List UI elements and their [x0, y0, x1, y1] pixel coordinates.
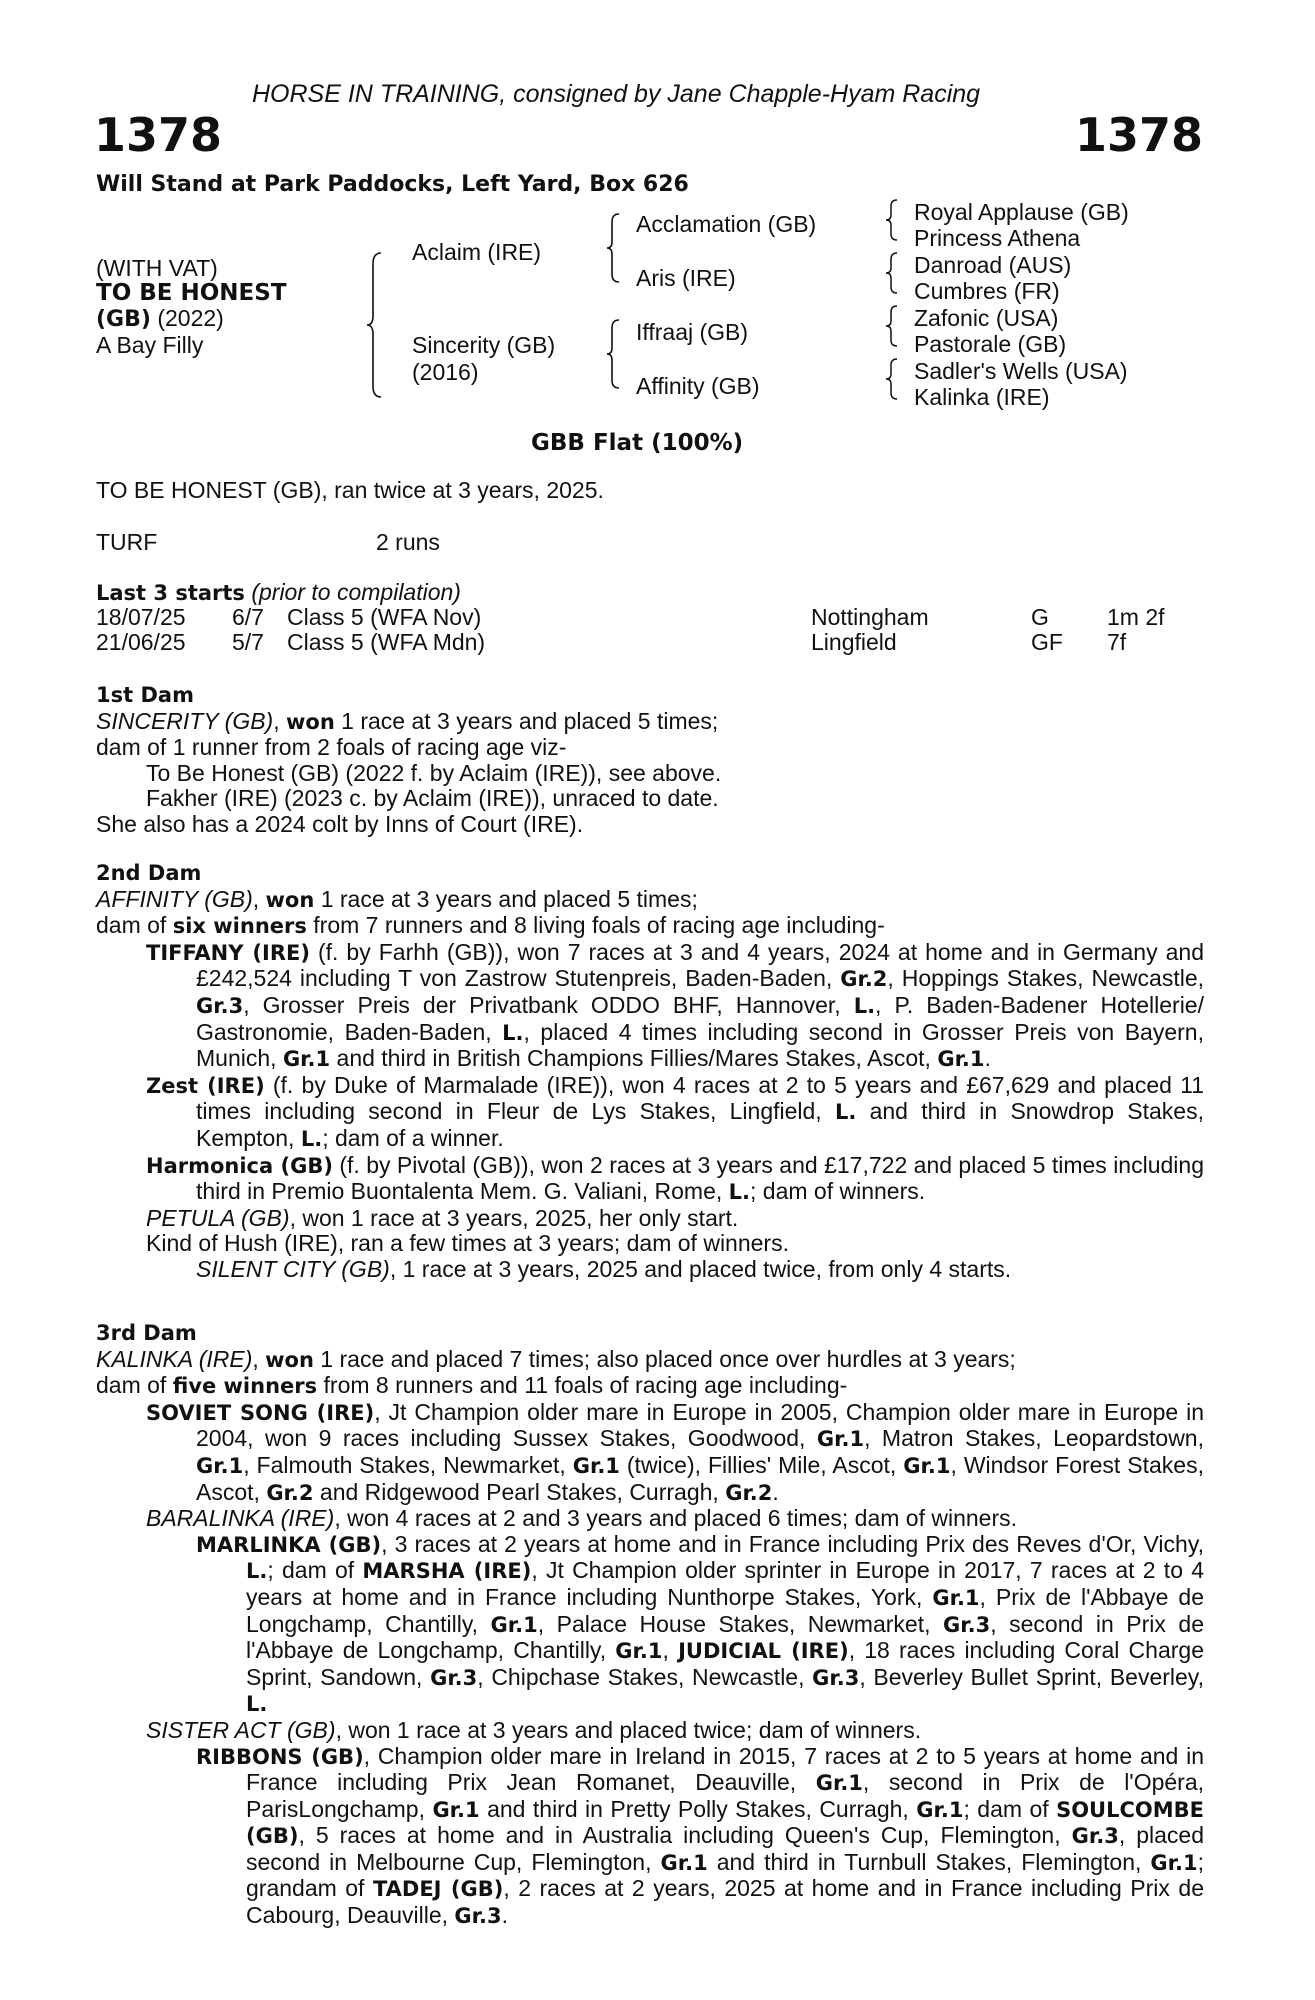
pedigree-brace-g3-1 [884, 198, 900, 242]
produce-entry-petula: PETULA (GB), won 1 race at 3 years, 2025, her only start. [146, 1204, 739, 1231]
vat-note: (WITH VAT) [96, 255, 218, 281]
dam-year: (2016) [412, 359, 479, 385]
pedigree-gen2-3: Iffraaj (GB) [636, 319, 749, 345]
start-course: Nottingham [811, 604, 929, 630]
produce-entry-baralinka: BARALINKA (IRE), won 4 races at 2 and 3 years and placed 6 times; dam of winners. [146, 1505, 1018, 1532]
pedigree-brace-g3-2 [884, 251, 900, 295]
third-dam-line: KALINKA (IRE), won 1 race and placed 7 times; also placed once over hurdles at 3 years; [96, 1345, 1016, 1372]
first-dam-section [96, 683, 1204, 838]
pedigree-gen3-4: Cumbres (FR) [914, 278, 1060, 304]
lot-number-right: 1378 [1075, 108, 1204, 162]
pedigree-gen2-2: Aris (IRE) [636, 265, 736, 291]
start-distance: 1m 2f [1107, 604, 1165, 630]
horse-description: A Bay Filly [96, 332, 204, 358]
pedigree-gen2-4: Affinity (GB) [636, 373, 760, 399]
start-going: GF [1031, 629, 1063, 655]
first-dam-title: 1st Dam [96, 683, 194, 707]
horse-country: (GB) [96, 307, 151, 332]
first-dam-produce-intro: dam of 1 runner from 2 foals of racing age viz- [96, 734, 567, 761]
start-date: 18/07/25 [96, 604, 186, 630]
third-dam-section [96, 1321, 1204, 1930]
produce-entry-silent-city: SILENT CITY (GB), 1 race at 3 years, 2025 and placed twice, from only 4 starts. [196, 1255, 1012, 1282]
produce-entry-zest: Zest (IRE) (f. by Duke of Marmalade (IRE)), won 4 races at 2 to 5 years and £67,629 and placed 11 times including second in Fleur de Lys Stakes, Lingfield, L. and third in Snowdrop Stakes, Kempton, L.; dam of a winner. [146, 1071, 1204, 1151]
turf-label: TURF [96, 529, 158, 555]
turf-runs: 2 runs [376, 529, 440, 555]
dam-name: Sincerity (GB) [412, 332, 556, 358]
pedigree-gen3-6: Pastorale (GB) [914, 331, 1067, 357]
second-dam-line: AFFINITY (GB), won 1 race at 3 years and placed 5 times; [96, 885, 698, 912]
third-dam-produce-intro: dam of five winners from 8 runners and 11 foals of racing age including- [96, 1372, 848, 1399]
produce-entry-marlinka: MARLINKA (GB), 3 races at 2 years at home and in France including Prix des Reves d'Or, Vichy, L.; dam of MARSHA (IRE), Jt Champion older sprinter in Europe in 2017, 7 races at 2 to 4 years at home and in France including Nunthorpe Stakes, York, Gr.1, Prix de l'Abbaye de Longchamp, Chantilly, Gr.1, Palace House Stakes, Newmarket, Gr.3, second in Prix de l'Abbaye de Longchamp, Chantilly, Gr.1, JUDICIAL (IRE), 18 races including Coral Charge Sprint, Sandown, Gr.3, Chipchase Stakes, Newcastle, Gr.3, Beverley Bullet Sprint, Beverley, L. [196, 1530, 1205, 1717]
last-starts-note: (prior to compilation) [251, 579, 461, 605]
produce-entry-soviet-song: SOVIET SONG (IRE), Jt Champion older mare in Europe in 2005, Champion older mare in Europe in 2004, won 9 races including Sussex Stakes, Goodwood, Gr.1, Matron Stakes, Leopardstown, Gr.1, Falmouth Stakes, Newmarket, Gr.1 (twice), Fillies' Mile, Ascot, Gr.1, Windsor Forest Stakes, Ascot, Gr.2 and Ridgewood Pearl Stakes, Curragh, Gr.2. [146, 1398, 1204, 1505]
pedigree-gen3-5: Zafonic (USA) [914, 305, 1059, 331]
pedigree-gen2-1: Acclamation (GB) [636, 211, 817, 237]
pedigree-brace-sire [605, 212, 623, 284]
first-dam-line: SINCERITY (GB), won 1 race at 3 years and placed 5 times; [96, 707, 719, 734]
pedigree-gen3-8: Kalinka (IRE) [914, 384, 1050, 410]
start-race: Class 5 (WFA Mdn) [287, 629, 486, 655]
last-starts-heading [96, 580, 461, 607]
horse-origin-year [96, 306, 224, 333]
start-race: Class 5 (WFA Nov) [287, 604, 482, 630]
stable-location: Will Stand at Park Paddocks, Left Yard, Box 626 [96, 172, 689, 197]
pedigree-brace-main [365, 250, 385, 400]
pedigree-gen3-7: Sadler's Wells (USA) [914, 358, 1128, 384]
start-date: 21/06/25 [96, 629, 186, 655]
start-position: 5/7 [232, 629, 264, 655]
pedigree-gen3-1: Royal Applause (GB) [914, 199, 1129, 225]
start-course: Lingfield [811, 629, 897, 655]
produce-entry-harmonica: Harmonica (GB) (f. by Pivotal (GB)), won 2 races at 3 years and £17,722 and placed 5 times including third in Premio Buontalenta Mem. G. Valiani, Rome, L.; dam of winners. [146, 1151, 1204, 1205]
pedigree-brace-g3-3 [884, 304, 900, 348]
first-dam-note: She also has a 2024 colt by Inns of Court (IRE). [96, 810, 584, 837]
pedigree-brace-dam [605, 318, 623, 390]
consignment-header: HORSE IN TRAINING, consigned by Jane Chapple-Hyam Racing [252, 80, 981, 108]
produce-entry: To Be Honest (GB) (2022 f. by Aclaim (IRE)), see above. [146, 759, 722, 786]
race-summary: TO BE HONEST (GB), ran twice at 3 years, 2025. [96, 477, 604, 503]
second-dam-title: 2nd Dam [96, 861, 202, 885]
pedigree-gen3-2: Princess Athena [914, 225, 1081, 251]
second-dam-produce-intro: dam of six winners from 7 runners and 8 living foals of racing age including- [96, 912, 885, 939]
produce-entry-kind-of-hush: Kind of Hush (IRE), ran a few times at 3 years; dam of winners. [146, 1230, 789, 1257]
produce-entry: Fakher (IRE) (2023 c. by Aclaim (IRE)), unraced to date. [146, 785, 719, 812]
rating: GBB Flat (100%) [531, 430, 744, 456]
last-starts-title: Last 3 starts [96, 581, 245, 605]
start-going: G [1031, 604, 1049, 630]
third-dam-title: 3rd Dam [96, 1321, 197, 1345]
lot-number-left: 1378 [94, 108, 223, 162]
produce-entry-sister-act: SISTER ACT (GB), won 1 race at 3 years and placed twice; dam of winners. [146, 1716, 922, 1743]
start-distance: 7f [1107, 629, 1127, 655]
horse-year: (2022) [150, 305, 224, 331]
start-position: 6/7 [232, 604, 264, 630]
produce-entry-tiffany: TIFFANY (IRE) (f. by Farhh (GB)), won 7 races at 3 and 4 years, 2024 at home and in Germany and £242,524 including T von Zastrow Stutenpreis, Baden-Baden, Gr.2, Hoppings Stakes, Newcastle, Gr.3, Grosser Preis der Privatbank ODDO BHF, Hannover, L., P. Baden-Badener Hotellerie/ Gastronomie, Baden-Baden, L., placed 4 times including second in Grosser Preis von Bayern, Munich, Gr.1 and third in British Champions Fillies/Mares Stakes, Ascot, Gr.1. [146, 938, 1205, 1072]
pedigree-gen3-3: Danroad (AUS) [914, 252, 1072, 278]
pedigree-brace-g3-4 [884, 357, 900, 401]
produce-entry-ribbons: RIBBONS (GB), Champion older mare in Ireland in 2015, 7 races at 2 to 5 years at home and in France including Prix Jean Romanet, Deauville, Gr.1, second in Prix de l'Opéra, ParisLongchamp, Gr.1 and third in Pretty Polly Stakes, Curragh, Gr.1; dam of SOULCOMBE (GB), 5 races at home and in Australia including Queen's Cup, Flemington, Gr.3, placed second in Melbourne Cup, Flemington, Gr.1 and third in Turnbull Stakes, Flemington, Gr.1; grandam of TADEJ (GB), 2 races at 2 years, 2025 at home and in France including Prix de Cabourg, Deauville, Gr.3. [196, 1742, 1205, 1929]
second-dam-section [96, 861, 1204, 1283]
sire-name: Aclaim (IRE) [412, 239, 542, 265]
horse-name: TO BE HONEST [96, 280, 287, 306]
